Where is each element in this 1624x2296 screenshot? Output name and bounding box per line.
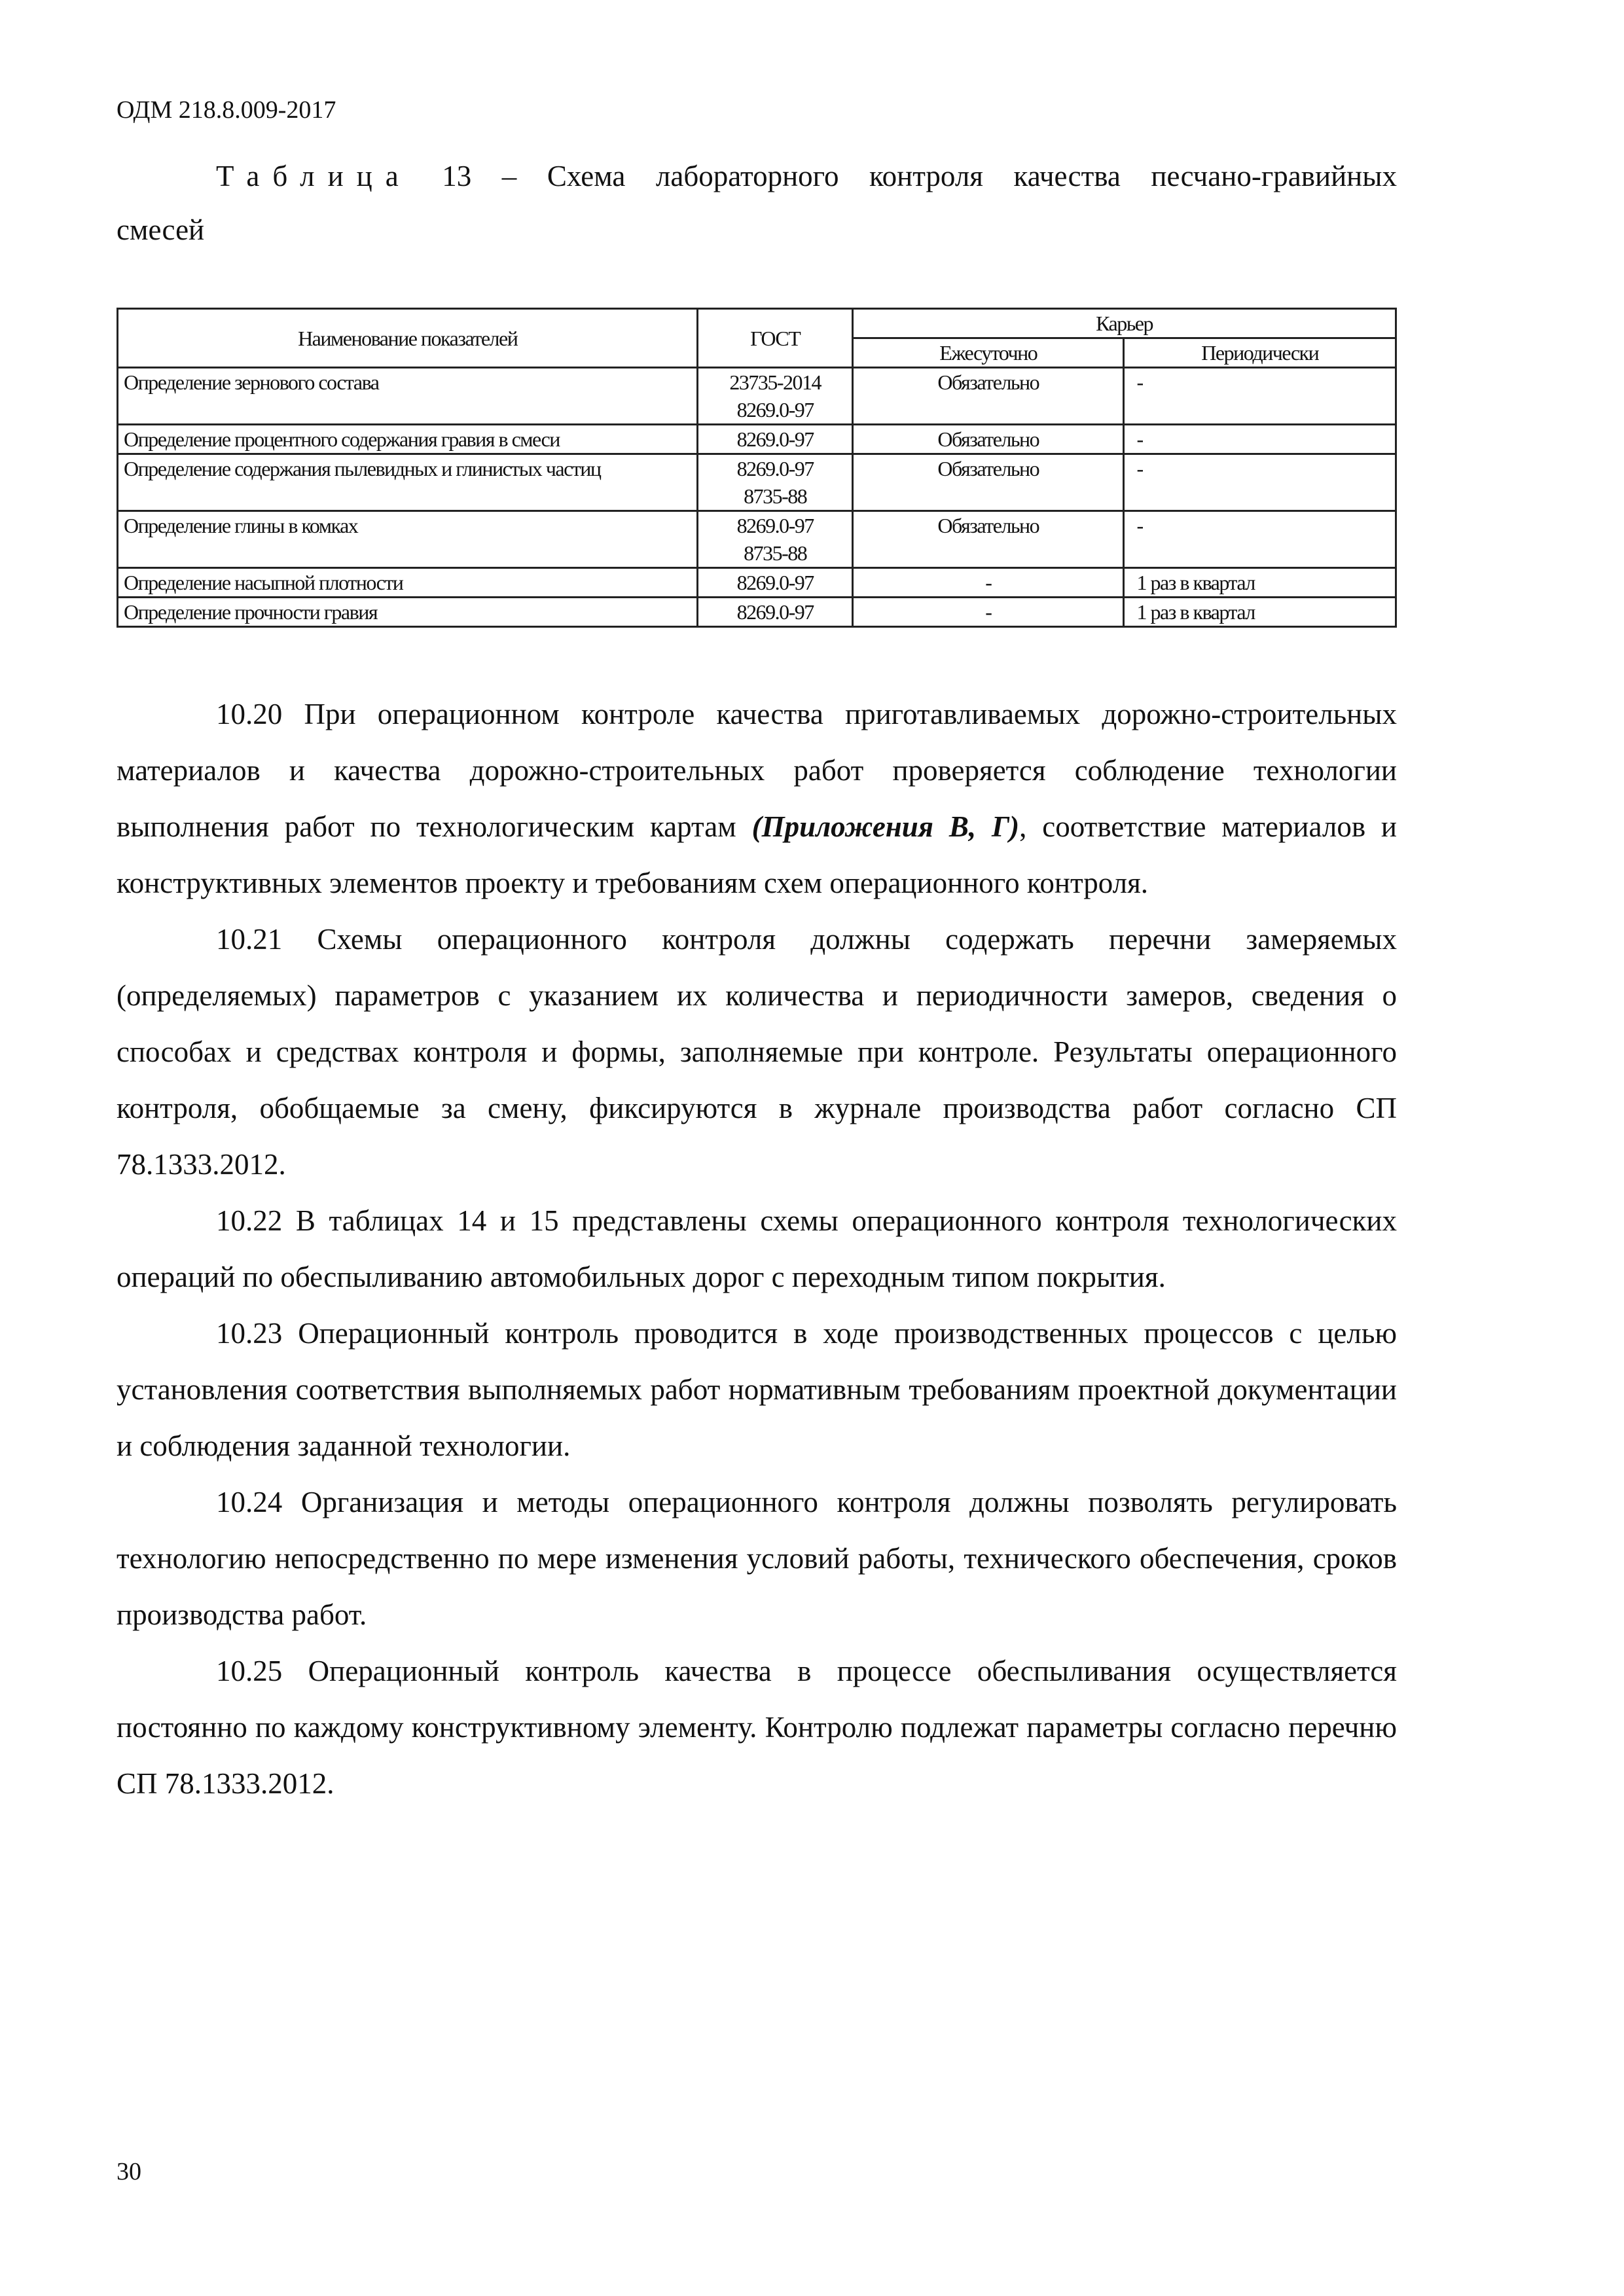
- paragraph-10-23: 10.23 Операционный контроль проводится в ходе производственных процессов с целью установления соответствия выполняемых работ нормативным требованиям проектной документации и соблюдения заданной технологии.: [117, 1317, 1397, 1462]
- paragraph-10-25: 10.25 Операционный контроль качества в процессе обеспыливания осуществляется постоянно по каждому конструктивному элементу. Контролю подлежат параметры согласно перечню СП 78.1333.2012.: [117, 1655, 1397, 1800]
- cell-daily: Обязательно: [853, 425, 1124, 454]
- table-row: [118, 511, 1396, 568]
- cell-daily: Обязательно: [853, 368, 1124, 425]
- table-row: [118, 568, 1396, 598]
- cell-gost: 8269.0-97: [698, 425, 853, 454]
- cell-gost: 8269.0-97 8735-88: [698, 454, 853, 511]
- paragraph-10-20: [117, 686, 1397, 911]
- cell-daily: -: [853, 598, 1124, 627]
- header-quarry: Карьер: [853, 309, 1396, 338]
- paragraph-10-21: 10.21 Схемы операционного контроля должны содержать перечни замеряемых (определяемых) параметров с указанием их количества и периодичности замеров, сведения о способах и средствах контроля и формы, заполняемые при контроле. Результаты операционного контроля, обобщаемые за смену, фиксируются в журнале производства работ согласно СП 78.1333.2012.: [117, 923, 1397, 1181]
- cell-daily: Обязательно: [853, 511, 1124, 568]
- cell-gost: 23735-2014 8269.0-97: [698, 368, 853, 425]
- cell-indicator: Определение процентного содержания гравия в смеси: [118, 425, 698, 454]
- document-code: ОДМ 218.8.009-2017: [117, 96, 336, 124]
- cell-indicator: Определение содержания пылевидных и глинистых частиц: [118, 454, 698, 511]
- appendix-reference: (Приложения В, Г): [751, 810, 1020, 843]
- cell-gost: 8269.0-97: [698, 568, 853, 598]
- cell-indicator: Определение зернового состава: [118, 368, 698, 425]
- caption-tail: смесей: [117, 213, 205, 246]
- cell-daily: Обязательно: [853, 454, 1124, 511]
- header-daily: Ежесуточно: [853, 338, 1124, 368]
- table-header-row: [118, 309, 1396, 338]
- table-row: [118, 368, 1396, 425]
- cell-indicator: Определение прочности гравия: [118, 598, 698, 627]
- quality-control-table: [117, 308, 1397, 628]
- cell-gost: 8269.0-97: [698, 598, 853, 627]
- cell-gost: 8269.0-97 8735-88: [698, 511, 853, 568]
- cell-periodic: -: [1124, 368, 1396, 425]
- cell-indicator: Определение насыпной плотности: [118, 568, 698, 598]
- caption-label: Таблица: [216, 160, 412, 192]
- body-text: [117, 686, 1397, 1812]
- table-row: [118, 454, 1396, 511]
- header-indicator: Наименование показателей: [118, 309, 698, 368]
- paragraph-10-20-text-a: 10.20 При операционном контроле качества приготавливаемых дорожно-строительных материалов и качества дорожно-строительных работ проверяется соблюдение технологии выполнения работ по технологическим картам: [117, 698, 1397, 843]
- paragraph-10-20-text-b: , соответствие материалов и конструктивных элементов проекту и требованиям схем операционного контроля.: [117, 810, 1398, 899]
- cell-indicator: Определение глины в комках: [118, 511, 698, 568]
- page-number: 30: [117, 2158, 141, 2185]
- cell-periodic: -: [1124, 511, 1396, 568]
- cell-periodic: -: [1124, 454, 1396, 511]
- table-row: [118, 425, 1396, 454]
- cell-periodic: -: [1124, 425, 1396, 454]
- cell-periodic: 1 раз в квартал: [1124, 598, 1396, 627]
- paragraph-10-24: 10.24 Организация и методы операционного контроля должны позволять регулировать технологию непосредственно по мере изменения условий работы, технического обеспечения, сроков производства работ.: [117, 1486, 1397, 1631]
- table-row: [118, 598, 1396, 627]
- header-gost: ГОСТ: [698, 309, 853, 368]
- cell-daily: -: [853, 568, 1124, 598]
- cell-periodic: 1 раз в квартал: [1124, 568, 1396, 598]
- header-periodic: Периодически: [1124, 338, 1396, 368]
- caption-lead-line: [117, 149, 1397, 203]
- caption-text: 13 – Схема лабораторного контроля качества песчано-гравийных: [442, 160, 1397, 192]
- paragraph-10-22: 10.22 В таблицах 14 и 15 представлены схемы операционного контроля технологических операций по обеспыливанию автомобильных дорог с переходным типом покрытия.: [117, 1204, 1397, 1293]
- table-caption: [117, 149, 1397, 257]
